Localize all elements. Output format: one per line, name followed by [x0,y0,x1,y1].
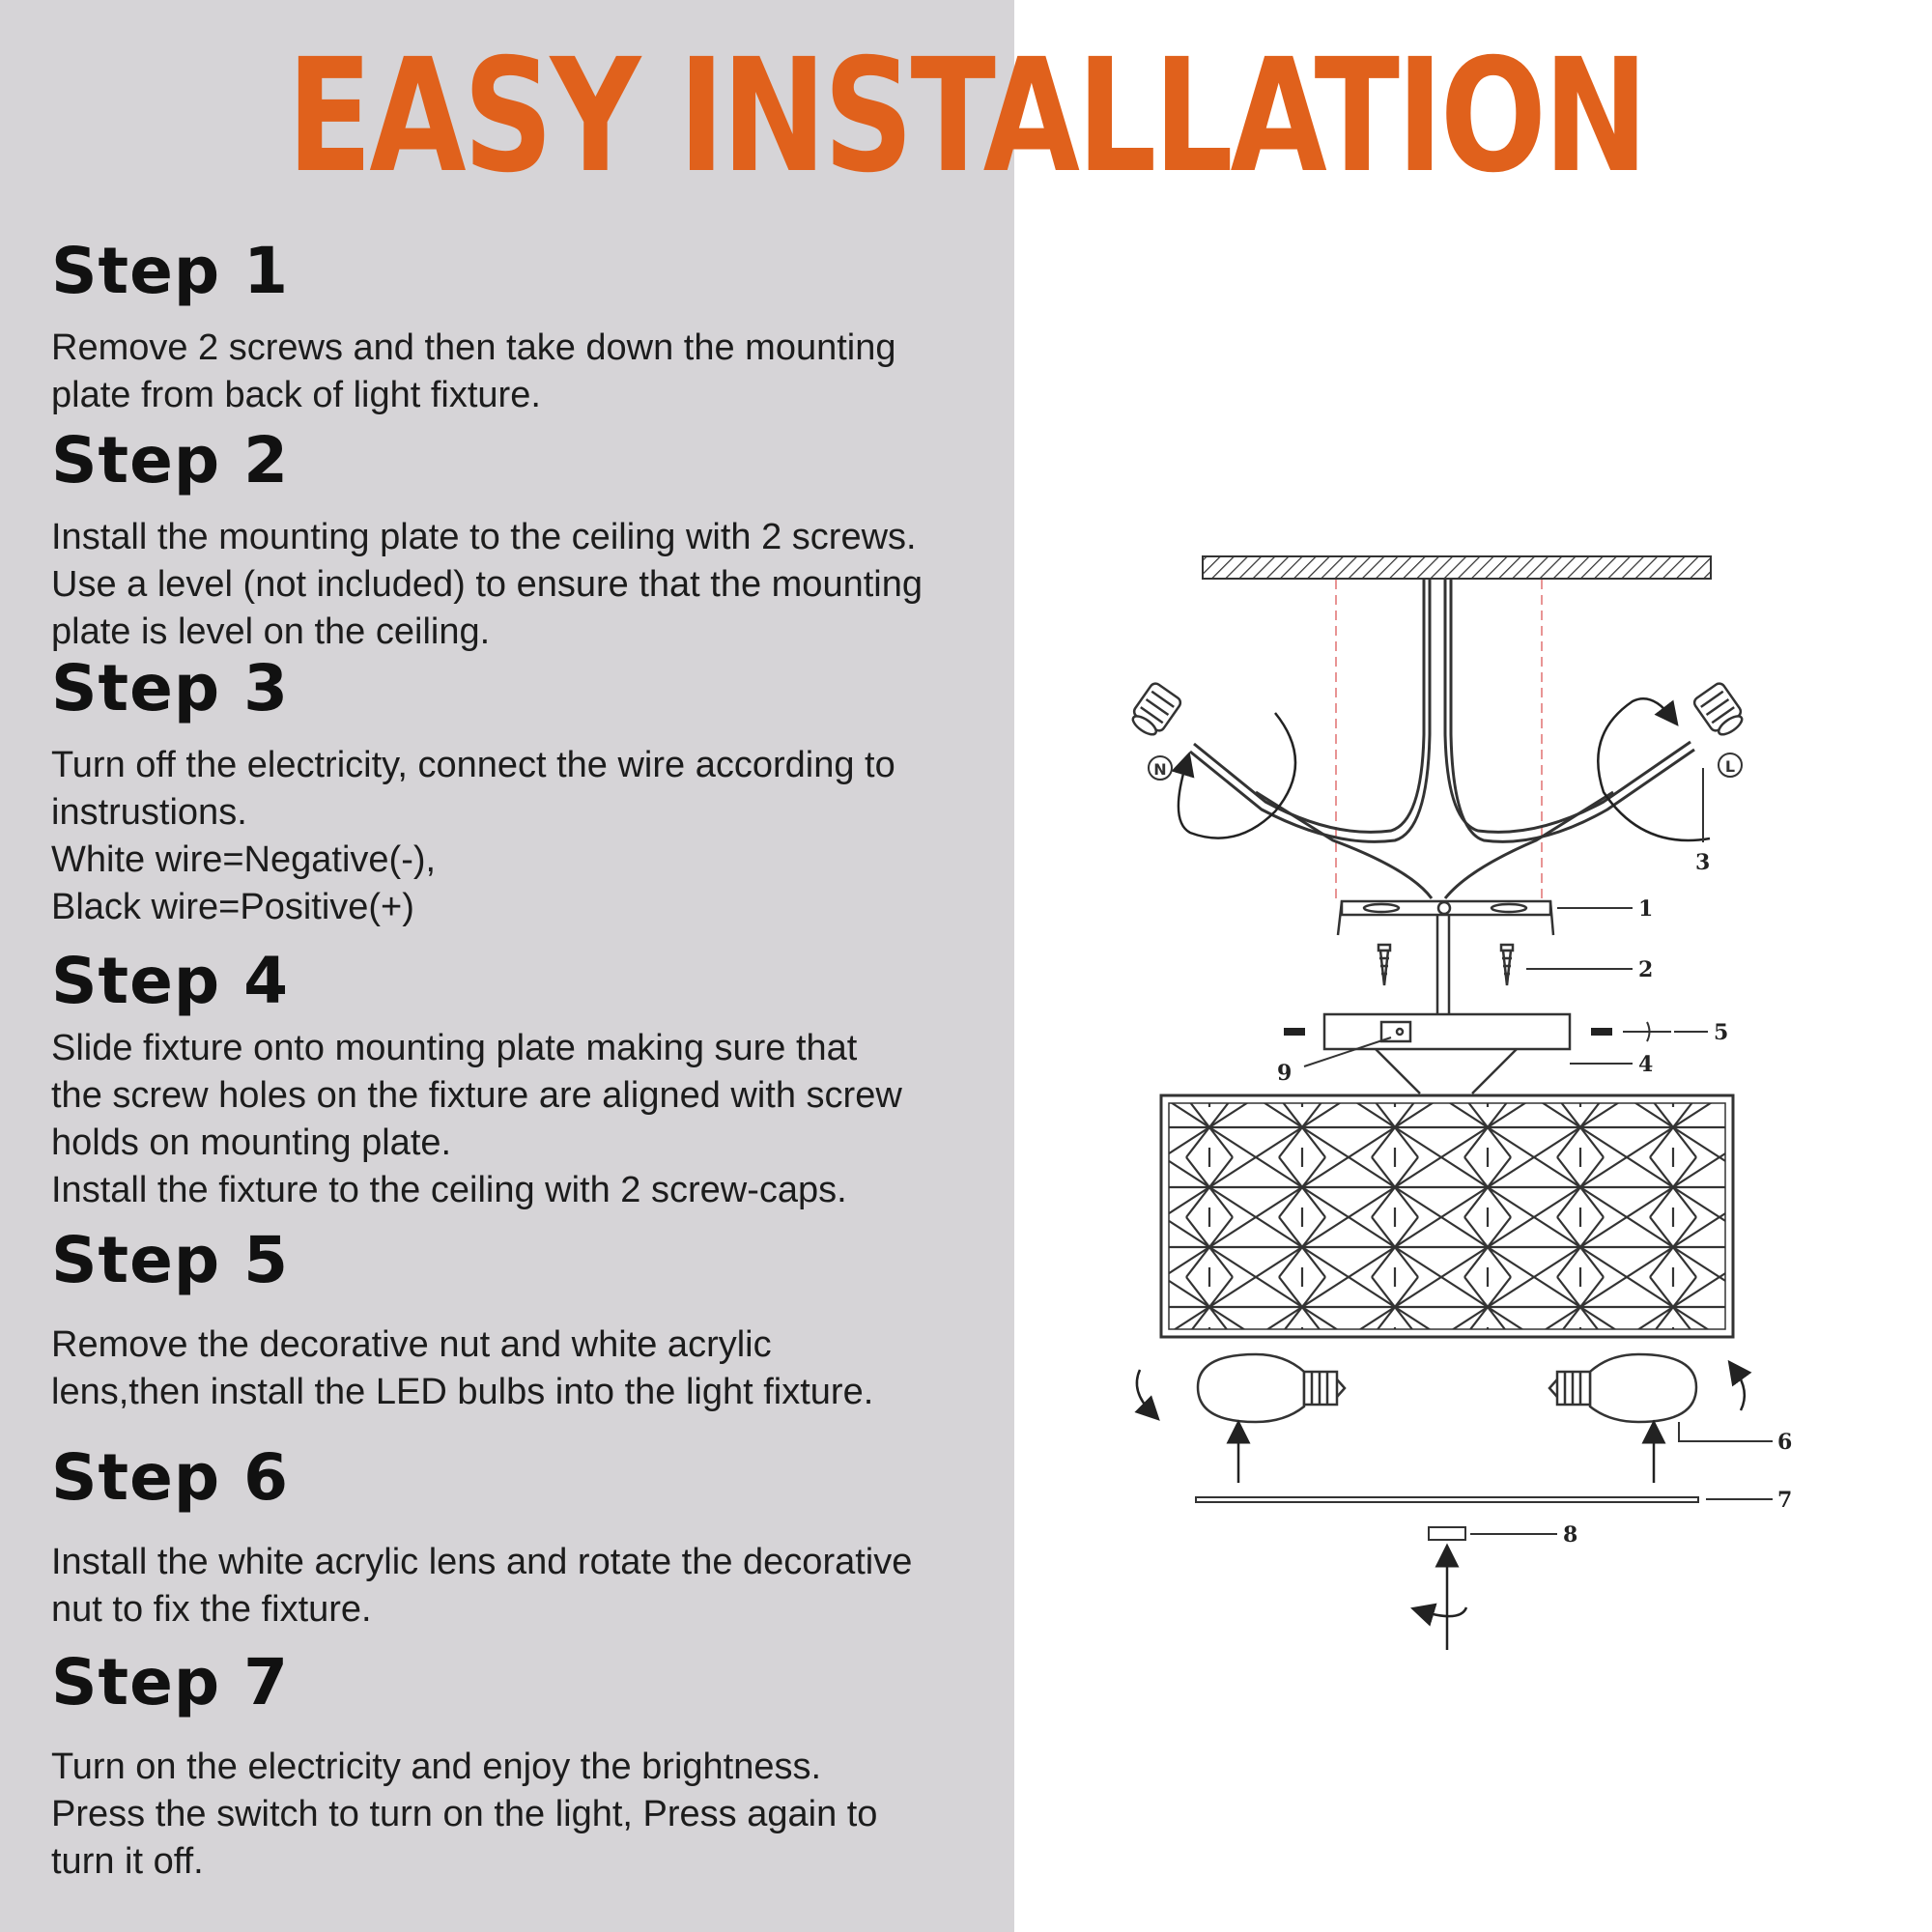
step-text-line: plate is level on the ceiling. [51,611,491,652]
callout-5: 5 [1714,1020,1729,1045]
step-heading: Step 4 [51,944,289,1018]
lattice-shade [1161,1095,1733,1337]
step-text-line: White wire=Negative(-), [51,839,437,880]
step-text-line: lens,then install the LED bulbs into the light fixture. [51,1372,874,1412]
installation-diagram [1063,522,1913,1681]
callout-7: 7 [1777,1488,1793,1513]
nut-rotate-arrow-icon [1422,1555,1466,1650]
step-heading: Step 1 [51,234,289,308]
wire-connector-right-icon [1692,681,1748,740]
step-heading: Step 2 [51,423,289,497]
led-bulb-right-icon [1549,1354,1696,1422]
ceiling [1203,556,1711,579]
callout-1: 1 [1638,896,1654,922]
callout-8: 8 [1563,1522,1578,1548]
wire-connector-left-icon [1127,681,1183,740]
page-title: EASY INSTALLATION [286,26,1646,208]
screw-cap-right-icon [1591,1028,1612,1036]
step-text-line: nut to fix the fixture. [51,1589,372,1630]
fixture-canopy [1324,915,1570,1094]
decorative-nut [1429,1527,1465,1540]
step-4 [51,944,998,1214]
step-text-line: turn it off. [51,1841,204,1882]
step-text-line: Slide fixture onto mounting plate making sure that [51,1028,858,1068]
step-heading: Step 5 [51,1223,289,1297]
step-text-line: Install the white acrylic lens and rotate the decorative [51,1542,913,1582]
step-text-line: Use a level (not included) to ensure that the mounting [51,564,923,605]
neutral-wire-marker [1149,756,1172,780]
step-text-line: Turn on the electricity and enjoy the brightness. [51,1747,822,1787]
step-text-line: holds on mounting plate. [51,1122,452,1163]
callout-9: 9 [1277,1061,1293,1086]
step-3 [51,651,998,931]
step-heading: Step 7 [51,1645,289,1719]
screw-cap-left-icon [1284,1028,1305,1036]
callout-4: 4 [1638,1052,1654,1077]
callout-2: 2 [1638,957,1654,982]
callout-3: 3 [1695,850,1711,875]
svg-text:N: N [1153,760,1167,779]
screw-right-icon [1501,945,1513,985]
step-text-line: Black wire=Positive(+) [51,887,414,927]
twist-arrow-left-icon [1179,713,1295,838]
ceiling-wires [1190,579,1694,898]
live-wire-marker [1719,753,1742,777]
svg-text:L: L [1724,757,1736,776]
step-text-line: the screw holes on the fixture are aligned with screw [51,1075,902,1116]
acrylic-lens [1196,1497,1698,1502]
step-text-line: Remove 2 screws and then take down the mounting [51,327,896,368]
step-text-line: Press the switch to turn on the light, Press again to [51,1794,878,1834]
step-6 [51,1440,998,1634]
insert-arrows [1238,1432,1654,1483]
screw-left-icon [1378,945,1390,985]
screw-cap-arrow-icon [1623,1022,1671,1041]
step-5 [51,1223,998,1416]
step-heading: Step 3 [51,651,289,725]
step-text-line: Install the fixture to the ceiling with 2 screw-caps. [51,1170,847,1210]
step-text-line: instrustions. [51,792,247,833]
step-text-line: plate from back of light fixture. [51,375,541,415]
step-text-line: Remove the decorative nut and white acrylic [51,1324,772,1365]
twist-arrow-right-icon [1598,698,1710,840]
callout-6: 6 [1777,1430,1793,1455]
mounting-plate [1338,901,1553,935]
step-heading: Step 6 [51,1440,289,1515]
step-2 [51,423,998,656]
step-7 [51,1645,998,1886]
step-text-line: Turn off the electricity, connect the wire according to [51,745,895,785]
led-bulb-left-icon [1198,1354,1345,1422]
step-text-line: Install the mounting plate to the ceiling with 2 screws. [51,517,917,557]
step-1 [51,234,998,419]
